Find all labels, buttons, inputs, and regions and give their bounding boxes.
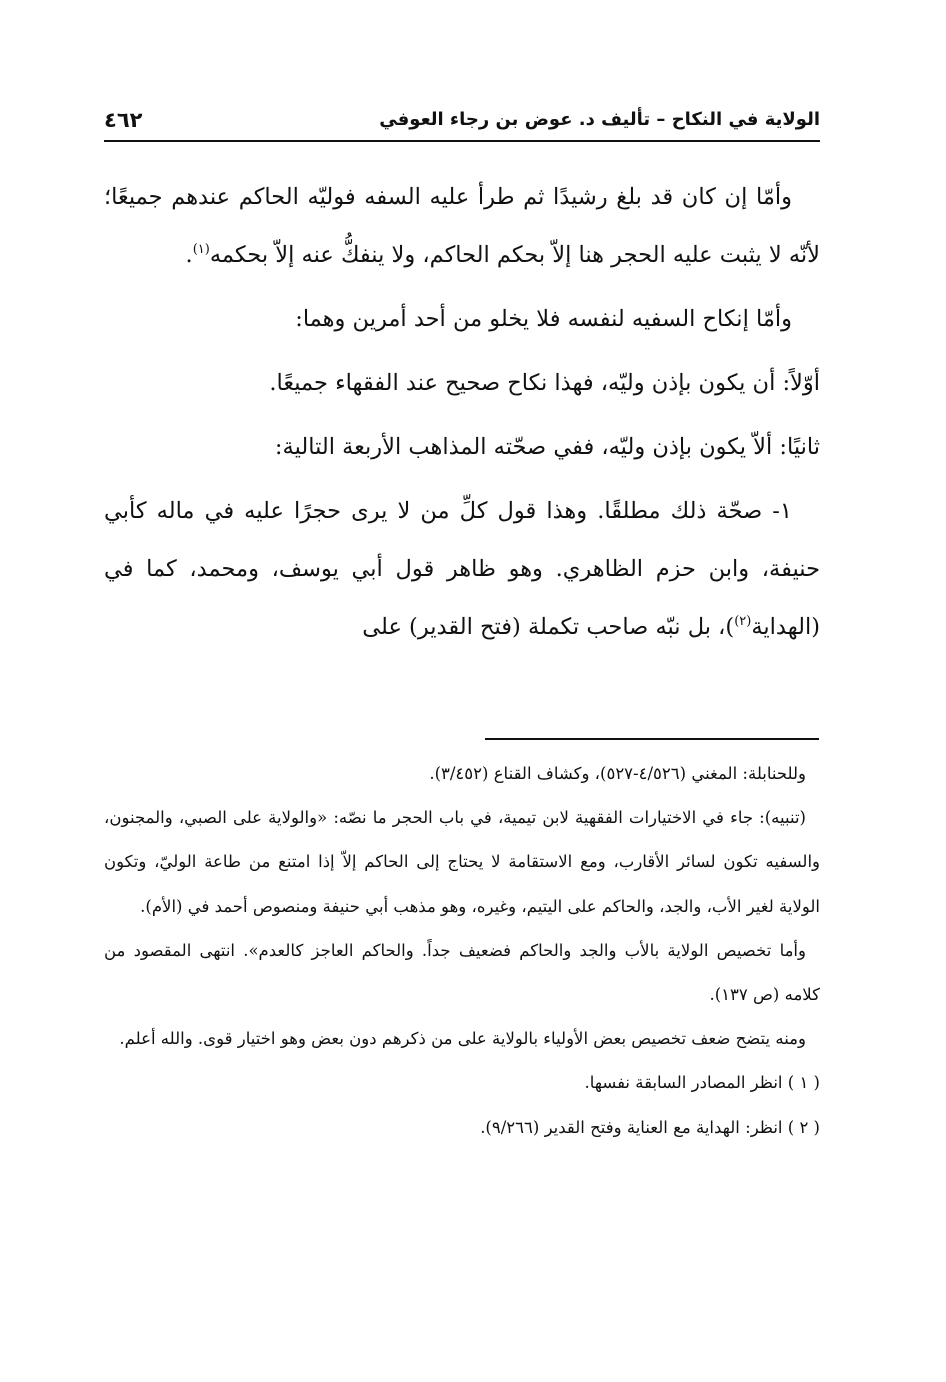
- footnote-continuation: وللحنابلة: المغني (٤/٥٢٦-٥٢٧)، وكشاف القناع (٣/٤٥٢).: [429, 764, 806, 783]
- paragraph-end: )، بل نبّه صاحب تكملة (فتح القدير) على: [362, 614, 735, 640]
- footnote-ref-1: (١): [192, 242, 210, 257]
- paragraph-second-case: ثانيًا: ألاّ يكون بإذن وليّه، ففي صحّته المذاهب الأربعة التالية:: [274, 434, 820, 460]
- footnote-separator: [485, 738, 819, 740]
- footnote-tanbih: (تنبيه): جاء في الاختيارات الفقهية لابن تيمية، في باب الحجر ما نصّه: «والولاية على الصبي، والمجنون، والسفيه تكون لسائر الأقارب، ومع الاستقامة لا يحتاج إلى الحاكم إلاّ إذا امتنع من طاعة الوليّ، وتكون الولاية لغير الأب، والجد، والحاكم على اليتيم، وغيره، وهو مذهب أبي حنيفة ومنصوص أحمد في (الأم).: [104, 808, 820, 916]
- footnote-tanbih-quote-end: وأما تخصيص الولاية بالأب والجد والحاكم فضعيف جداً. والحاكم العاجز كالعدم». انتهى المقصود من كلامه (ص ١٣٧).: [104, 940, 820, 1005]
- paragraph-text: وأمّا إن كان قد بلغ رشيدًا ثم طرأ عليه السفه فوليّه الحاكم عندهم جميعًا؛ لأنّه لا يثبت عليه الحجر هنا إلاّ بحكم الحاكم، ولا ينفكُّ عنه إلاّ بحكمه: [104, 184, 820, 268]
- main-text: [104, 168, 820, 656]
- paragraph-text: ١- صحّة ذلك مطلقًا. وهذا قول كلِّ من لا يرى حجرًا عليه في ماله كأبي حنيفة، وابن حزم الظاهري. وهو ظاهر قول أبي يوسف، ومحمد، كما في (الهداية: [104, 498, 820, 640]
- page-number: ٤٦٢: [104, 108, 143, 132]
- paragraph-first-madhhab: [104, 482, 820, 656]
- paragraph-end: .: [185, 242, 193, 268]
- footnote-ref-2: (٢): [734, 614, 752, 629]
- paragraph-safih-marriage: وأمّا إنكاح السفيه لنفسه فلا يخلو من أحد أمرين وهما:: [295, 306, 792, 332]
- footnotes-section: [104, 752, 820, 1150]
- paragraph-first-case: أوّلاً: أن يكون بإذن وليّه، فهذا نكاح صحيح عند الفقهاء جميعًا.: [269, 370, 820, 396]
- footnote-1: ( ١ ) انظر المصادر السابقة نفسها.: [584, 1073, 820, 1093]
- page-header: [104, 104, 820, 142]
- footnote-2: ( ٢ ) انظر: الهداية مع العناية وفتح القدير (٩/٢٦٦).: [480, 1117, 820, 1137]
- paragraph-guardian-ruler: [104, 168, 820, 284]
- running-title: الولاية في النكاح – تأليف د. عوض بن رجاء العوفي: [379, 109, 820, 130]
- footnote-conclusion: ومنه يتضح ضعف تخصيص بعض الأولياء بالولاية على من ذكرهم دون بعض وهو اختيار قوى. والله أعلم.: [119, 1029, 806, 1049]
